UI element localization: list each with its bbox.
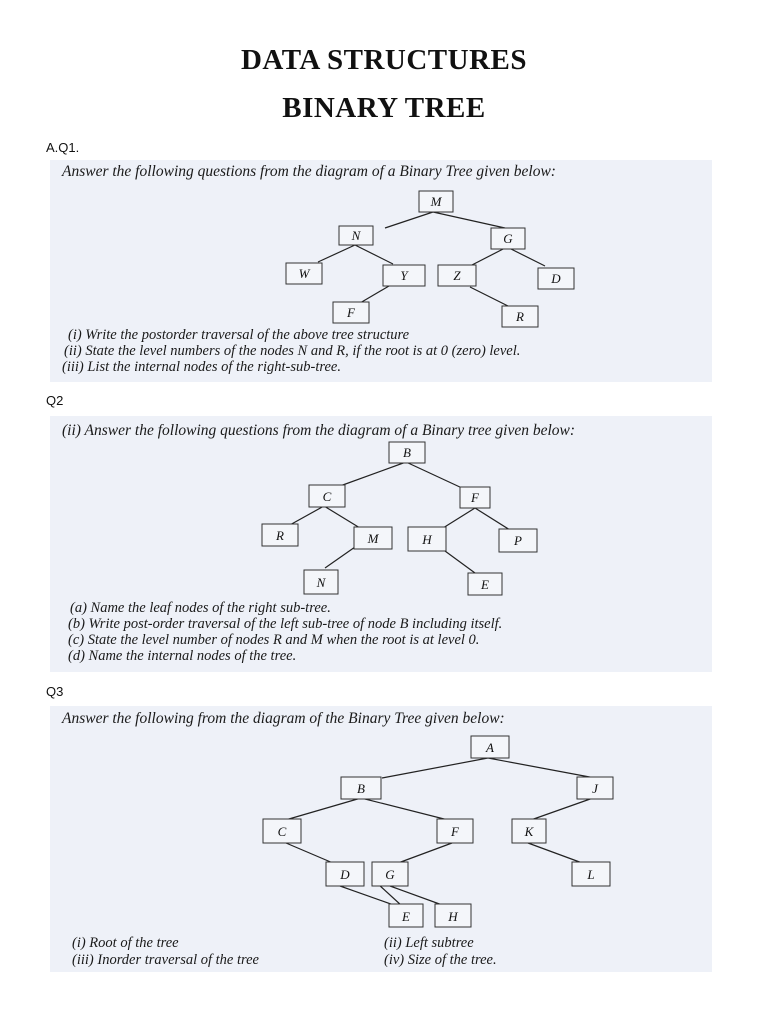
node-label: K — [524, 824, 534, 839]
node-label: H — [422, 532, 432, 547]
node-label: R — [276, 528, 284, 543]
tree-node-c — [263, 819, 301, 843]
tree-node-k — [512, 819, 546, 843]
question-1-item: (i) Write the postorder traversal of the above tree structure — [68, 327, 410, 343]
question-2-scan — [50, 416, 712, 672]
tree-edge — [445, 551, 475, 573]
question-1-scan — [50, 160, 712, 382]
tree-edge — [433, 212, 505, 228]
tree-node-y — [383, 265, 425, 286]
tree-node-f — [333, 302, 369, 323]
question-1-item: (ii) State the level numbers of the nodes N and R, if the root is at 0 (zero) level. — [64, 343, 521, 359]
tree-edge — [507, 247, 545, 266]
page-title: DATA STRUCTURES — [240, 44, 528, 76]
tree-node-d — [538, 268, 574, 289]
tree-edge — [360, 286, 389, 303]
node-label: F — [471, 490, 479, 505]
node-label: M — [430, 194, 442, 209]
node-label: B — [403, 445, 411, 460]
tree-edge — [470, 247, 507, 266]
tree-node-h — [435, 904, 471, 927]
tree-edge — [488, 758, 595, 778]
tree-edge — [385, 212, 433, 228]
node-label: L — [587, 867, 595, 882]
tree-edge — [382, 758, 488, 778]
question-2-item: (d) Name the internal nodes of the tree. — [68, 648, 297, 664]
tree-node-r — [262, 524, 298, 546]
tree-node-f — [437, 819, 473, 843]
tree-edge — [318, 245, 355, 262]
tree-node-b — [389, 442, 425, 463]
tree-edge — [406, 462, 462, 488]
tree-node-m — [419, 191, 453, 212]
question-2-item: (a) Name the leaf nodes of the right sub-tree. — [70, 600, 331, 616]
node-label: M — [367, 531, 379, 546]
node-label: F — [347, 305, 355, 320]
tree-node-z — [438, 265, 476, 286]
question-3-item: (i) Root of the tree — [72, 935, 179, 951]
tree-node-n — [304, 570, 338, 594]
tree-node-c — [309, 485, 345, 507]
tree-edge — [355, 245, 393, 264]
question-2-item: (b) Write post-order traversal of the left sub-tree of node B including itself. — [68, 616, 503, 632]
tree-node-d — [326, 862, 364, 886]
node-label: G — [385, 867, 395, 882]
tree-edge — [475, 508, 510, 530]
node-label: R — [516, 309, 524, 324]
node-label: C — [277, 824, 287, 839]
question-3-item: (iv) Size of the tree. — [384, 952, 497, 968]
tree-edge — [340, 462, 406, 486]
tree-node-b — [341, 777, 381, 799]
tree-edge — [443, 508, 475, 528]
node-label: H — [448, 909, 458, 924]
node-label: B — [357, 781, 365, 796]
tree-node-a — [471, 736, 509, 758]
node-label: A — [486, 740, 494, 755]
tree-node-r — [502, 306, 538, 327]
question-1-prompt: Answer the following questions from the diagram of a Binary Tree given below: — [62, 163, 556, 180]
tree-edge — [528, 798, 593, 821]
tree-node-g — [491, 228, 525, 249]
tree-node-m — [354, 527, 392, 549]
node-label: E — [402, 909, 410, 924]
node-label: C — [322, 489, 332, 504]
tree-edge — [378, 884, 402, 906]
node-label: Z — [453, 268, 461, 283]
node-label: N — [316, 575, 326, 590]
question-1-item: (iii) List the internal nodes of the right-sub-tree. — [62, 359, 341, 375]
tree-edge — [288, 506, 324, 526]
question-3-item: (iii) Inorder traversal of the tree — [72, 952, 259, 968]
tree-edge — [282, 798, 361, 821]
tree-edge — [361, 798, 452, 821]
tree-node-j — [577, 777, 613, 799]
node-label: W — [298, 266, 310, 281]
tree-edge — [528, 843, 585, 864]
question-1-label: A.Q1. — [46, 140, 80, 155]
tree-node-f — [460, 487, 490, 508]
question-3-tree — [50, 706, 712, 972]
tree-node-h — [408, 527, 446, 551]
question-2-item: (c) State the level number of nodes R and M when the root is at level 0. — [68, 632, 480, 648]
tree-edge — [324, 506, 360, 528]
node-label: F — [451, 824, 459, 839]
tree-edge — [325, 547, 355, 568]
tree-node-w — [286, 263, 322, 284]
tree-node-e — [389, 904, 423, 927]
tree-node-l — [572, 862, 610, 886]
node-label: P — [514, 533, 522, 548]
question-3-scan — [50, 706, 712, 972]
tree-node-g — [372, 862, 408, 886]
node-label: D — [551, 271, 561, 286]
tree-node-e — [468, 573, 502, 595]
tree-node-n — [339, 226, 373, 245]
question-3-label: Q3 — [46, 684, 64, 699]
node-label: Y — [400, 268, 408, 283]
tree-node-p — [499, 529, 537, 552]
node-label: G — [503, 231, 513, 246]
node-label: N — [351, 228, 361, 243]
node-label: J — [592, 781, 598, 796]
question-2-label: Q2 — [46, 393, 64, 408]
tree-edge — [470, 287, 508, 306]
question-2-prompt: (ii) Answer the following questions from the diagram of a Binary tree given below: — [62, 422, 576, 439]
page-subtitle: BINARY TREE — [282, 92, 486, 124]
question-3-prompt: Answer the following from the diagram of the Binary Tree given below: — [62, 710, 505, 727]
node-label: D — [340, 867, 350, 882]
node-label: E — [481, 577, 489, 592]
question-3-item: (ii) Left subtree — [384, 935, 474, 951]
